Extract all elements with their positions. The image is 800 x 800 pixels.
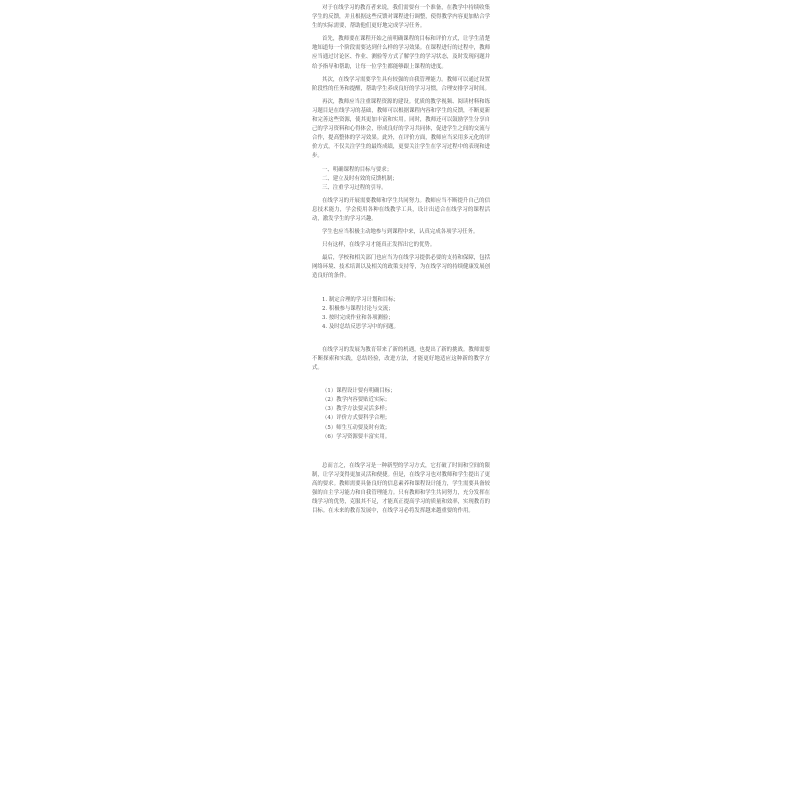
list-item: 三、注重学习过程的引导。 <box>322 184 387 191</box>
numbered-list <box>312 296 490 332</box>
list-item: 二、建立及时有效的反馈机制； <box>322 175 398 182</box>
list-item: （2）教学内容要贴近实际； <box>322 397 391 404</box>
numbered-list <box>312 387 490 442</box>
body-paragraph: 在线学习的开展需要教师和学生共同努力。教师应当不断提升自己的信息技术能力，学会使用各种在线教学工具，设计出适合在线学习的课程活动，激发学生的学习兴趣。 <box>312 197 490 222</box>
list-item: 3. 按时完成作业和各项测验； <box>322 314 394 321</box>
list-item: 1. 制定合理的学习计划和目标； <box>322 296 399 303</box>
body-paragraph: 只有这样，在线学习才能真正发挥出它的优势。 <box>322 242 436 249</box>
body-paragraph: 其次，在线学习需要学生具有较强的自我管理能力。教师可以通过设置阶段性的任务和提醒，帮助学生养成良好的学习习惯，合理安排学习时间。 <box>312 76 490 92</box>
numbered-list <box>312 166 490 193</box>
body-paragraph: 总而言之，在线学习是一种新型的学习方式，它打破了时间和空间的限制，让学习变得更加灵活和便捷。但是，在线学习也对教师和学生提出了更高的要求。教师需要具备良好的信息素养和课程设计能力，学生需要具备较强的自主学习能力和自我管理能力。只有教师和学生共同努力，充分发挥在线学习的优势，克服其不足，才能真正提高学习的质量和效率，实现教育的目标。在未来的教育发展中，在线学习必将发挥越来越重要的作用。 <box>312 462 490 515</box>
list-item: （6）学习资源要丰富实用。 <box>322 433 391 440</box>
list-item: （5）师生互动要及时有效； <box>322 424 391 431</box>
body-paragraph: 对于在线学习的教育者来说，我们需要有一个准备，在教学中持续收集学生的反馈，并且根据这些反馈对课程进行调整，使得教学内容更加贴合学生的实际需要，帮助他们更好地完成学习任务。 <box>312 5 490 30</box>
list-item: （3）教学方法要灵活多样； <box>322 406 391 413</box>
list-item: 一、明确课程的目标与要求； <box>322 166 393 173</box>
list-item: 2. 积极参与课程讨论与交流； <box>322 305 394 312</box>
body-paragraph: 最后，学校和相关部门也应当为在线学习提供必要的支持和保障，包括网络环境、技术培训以及相关的政策支持等，为在线学习的持续健康发展创造良好的条件。 <box>312 255 490 280</box>
body-paragraph: 首先，教师要在课程开始之前明确课程的目标和评价方式，让学生清楚地知道每一个阶段需要达到什么样的学习效果。在课程进行的过程中，教师应当通过讨论区、作业、测验等方式了解学生的学习状态，及时发现问题并给予指导和帮助，让每一位学生都能够跟上课程的进度。 <box>312 36 490 70</box>
body-paragraph: 在线学习的发展为教育带来了新的机遇，也提出了新的挑战。教师需要不断探索和实践，总结经验，改进方法，才能更好地适应这种新的教学方式。 <box>312 346 490 372</box>
list-item: 4. 及时总结反思学习中的问题。 <box>322 323 399 330</box>
body-paragraph: 学生也应当积极主动地参与到课程中来，认真完成各项学习任务。 <box>322 229 479 236</box>
document-page <box>312 4 490 796</box>
list-item: （4）评价方式要科学合理； <box>322 415 391 422</box>
list-item: （1）课程设计要有明确目标； <box>322 388 396 395</box>
body-paragraph: 再次，教师应当注重课程资源的建设。优质的教学视频、阅读材料和练习题目是在线学习的基础，教师可以根据课程内容和学生的反馈，不断更新和完善这些资源，使其更加丰富和实用。同时，教师还可以鼓励学生分享自己的学习资料和心得体会，形成良好的学习共同体，促进学生之间的交流与合作，提高整体的学习效果。此外，在评价方面，教师应当采用多元化的评价方式，不仅关注学生的最终成绩，更要关注学生在学习过程中的表现和进步。 <box>312 98 490 160</box>
